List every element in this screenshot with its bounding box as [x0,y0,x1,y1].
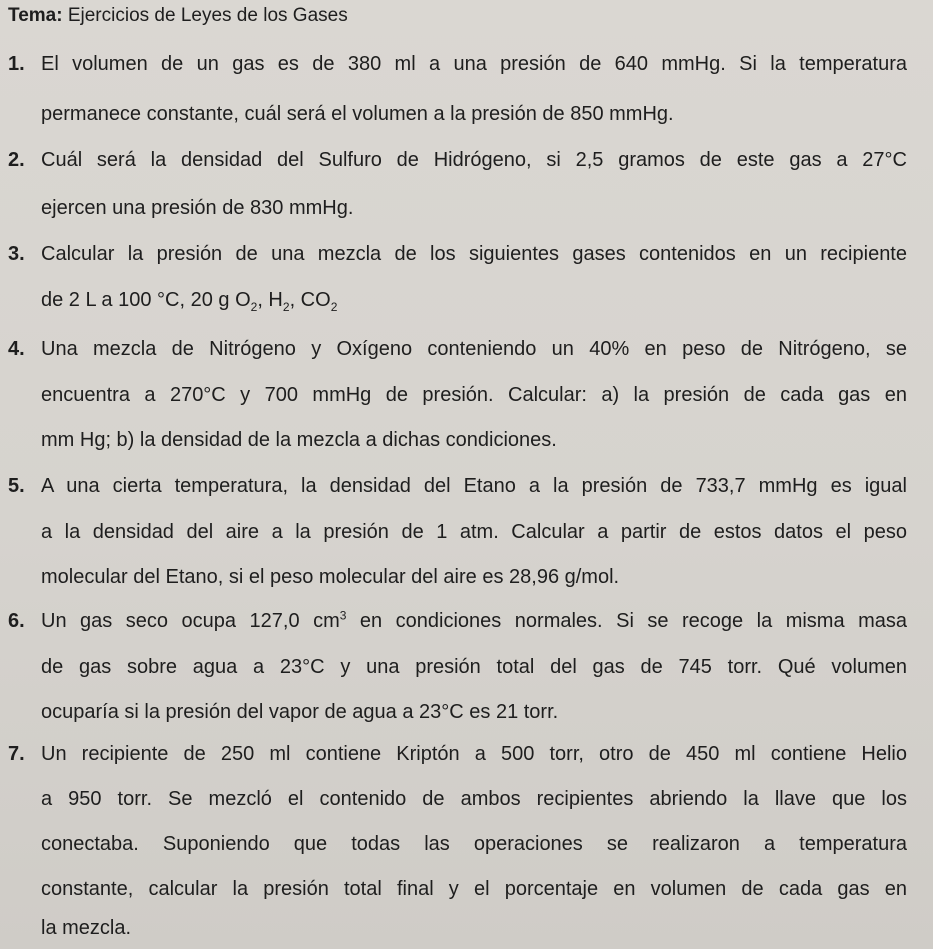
problem-3-number: 3. [8,243,25,265]
problem-4-number: 4. [8,338,25,360]
problem-6-line-1-after: en condiciones normales. Si se recoge la misma masa [346,610,907,632]
problem-5-line-3: molecular del Etano, si el peso molecular del aire es 28,96 g/mol. [41,566,620,588]
problem-3-formula-mid-1: , H [257,289,283,311]
problem-7-number: 7. [8,743,25,765]
problem-3-formula-mid-2: , CO [289,289,331,311]
problem-2-line-1: Cuál será la densidad del Sulfuro de Hidrógeno, si 2,5 gramos de este gas a 27°C [41,149,907,171]
carbon-dioxide-subscript: 2 [330,300,338,314]
problem-4-line-2: encuentra a 270°C y 700 mmHg de presión. Calcular: a) la presión de cada gas en [41,384,907,406]
problem-6-line-1-before: Un gas seco ocupa 127,0 cm [41,610,340,632]
problem-2-line-2: ejercen una presión de 830 mmHg. [41,197,354,219]
title-text: Ejercicios de Leyes de los Gases [67,5,348,26]
problem-5-line-2: a la densidad del aire a la presión de 1 atm. Calcular a partir de estos datos el peso [41,521,907,543]
problem-2-number: 2. [8,149,25,171]
problem-1-line-2: permanece constante, cuál será el volumen a la presión de 850 mmHg. [41,103,674,125]
hydrogen-subscript: 2 [282,300,290,314]
problem-6-line-3: ocuparía si la presión del vapor de agua a 23°C es 21 torr. [41,701,559,723]
problem-1-number: 1. [8,53,25,75]
problem-3-line-1: Calcular la presión de una mezcla de los siguientes gases contenidos en un recipiente [41,243,907,265]
problem-7-line-4: constante, calcular la presión total final y el porcentaje en volumen de cada gas en [41,878,907,900]
problem-7-line-3: conectaba. Suponiendo que todas las operaciones se realizaron a temperatura [41,833,907,855]
problem-7-line-2: a 950 torr. Se mezcló el contenido de ambos recipientes abriendo la llave que los [41,788,907,810]
problem-3-formula-prefix: de 2 L a 100 °C, 20 g O [41,289,251,311]
oxygen-subscript: 2 [250,300,258,314]
problem-6-line-1 [41,608,907,634]
cubic-superscript: 3 [339,608,347,623]
problem-4-line-1: Una mezcla de Nitrógeno y Oxígeno conteniendo un 40% en peso de Nitrógeno, se [41,338,907,360]
problem-5-line-1: A una cierta temperatura, la densidad del Etano a la presión de 733,7 mmHg es igual [41,475,907,497]
title-label: Tema: [8,5,63,26]
problem-6-number: 6. [8,610,25,632]
problem-7-line-5: la mezcla. [41,917,132,939]
problem-3-formula-line [41,287,337,313]
problem-7-line-1: Un recipiente de 250 ml contiene Kriptón a 500 torr, otro de 450 ml contiene Helio [41,743,907,765]
worksheet-title [8,4,348,28]
problem-6-line-2: de gas sobre agua a 23°C y una presión total del gas de 745 torr. Qué volumen [41,656,907,678]
problem-5-number: 5. [8,475,25,497]
problem-4-line-3: mm Hg; b) la densidad de la mezcla a dichas condiciones. [41,429,557,451]
problem-1-line-1: El volumen de un gas es de 380 ml a una presión de 640 mmHg. Si la temperatura [41,53,907,75]
